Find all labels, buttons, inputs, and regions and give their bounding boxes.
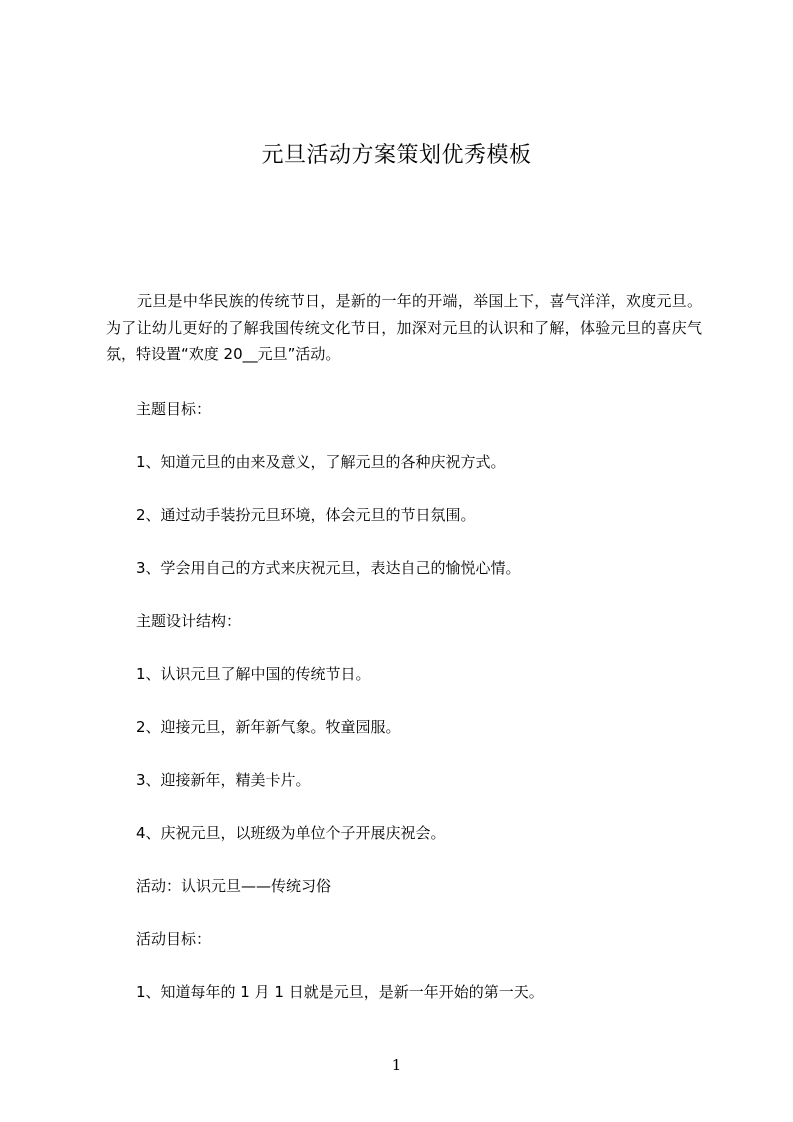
section-heading-activity-goals: 活动目标：	[136, 930, 212, 948]
section-heading-theme-structure: 主题设计结构：	[136, 612, 242, 630]
intro-paragraph: 元旦是中华民族的传统节日，是新的一年的开端，举国上下，喜气洋洋，欢度元旦。为了让幼儿更好的了解我国传统文化节日，加深对元旦的认识和了解，体验元旦的喜庆气氛，特设置“欢度 20__元旦”活动。	[106, 292, 702, 363]
section-heading-theme-goals: 主题目标：	[136, 400, 212, 418]
list-item: 1、知道每年的 1 月 1 日就是元旦，是新一年开始的第一天。	[136, 983, 544, 1001]
list-item: 3、学会用自己的方式来庆祝元旦，表达自己的愉悦心情。	[136, 559, 521, 577]
page-number: 1	[391, 1056, 402, 1074]
list-item: 4、庆祝元旦，以班级为单位个子开展庆祝会。	[136, 824, 446, 842]
list-item: 1、知道元旦的由来及意义，了解元旦的各种庆祝方式。	[136, 453, 506, 471]
list-item: 2、迎接元旦，新年新气象。牧童园服。	[136, 718, 401, 736]
list-item: 1、认识元旦了解中国的传统节日。	[136, 665, 371, 683]
section-heading-activity: 活动：认识元旦——传统习俗	[136, 877, 332, 895]
list-item: 2、通过动手装扮元旦环境，体会元旦的节日氛围。	[136, 506, 476, 524]
document-title: 元旦活动方案策划优秀模板	[261, 143, 532, 168]
list-item: 3、迎接新年，精美卡片。	[136, 771, 311, 789]
